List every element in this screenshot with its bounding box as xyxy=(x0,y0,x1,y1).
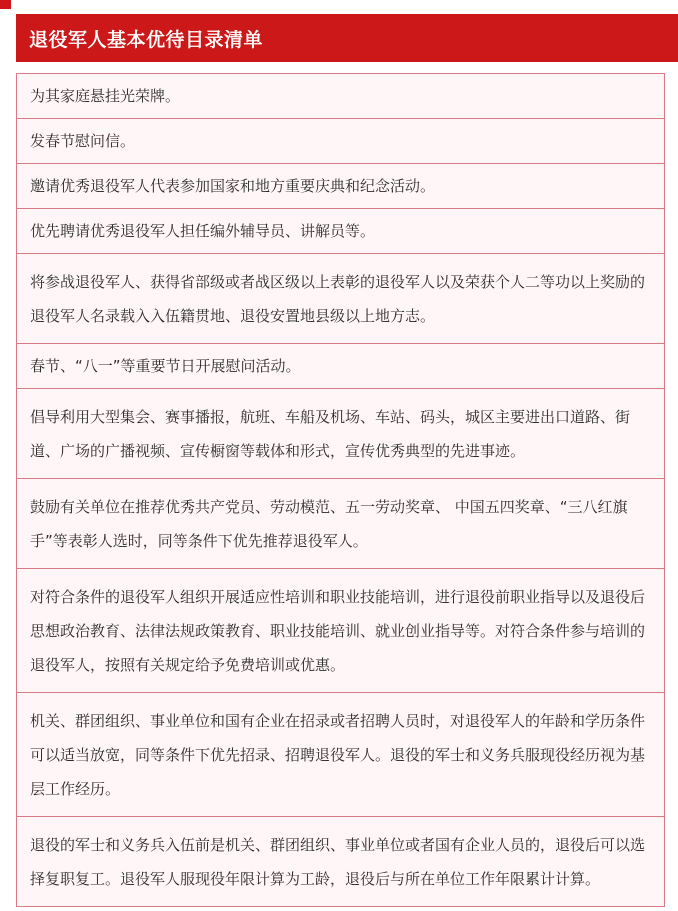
list-item: 机关、群团组织、事业单位和国有企业在招录或者招聘人员时，对退役军人的年龄和学历条件可以适当放宽，同等条件下优先招录、招聘退役军人。退役的军士和义务兵服现役经历视为基层工作经历。 xyxy=(17,693,664,817)
benefits-list xyxy=(16,73,665,907)
list-item: 优先聘请优秀退役军人担任编外辅导员、讲解员等。 xyxy=(17,209,664,254)
list-item: 为其家庭悬挂光荣牌。 xyxy=(17,74,664,119)
section-title: 退役军人基本优待目录清单 xyxy=(29,28,264,51)
corner-accent-mark xyxy=(0,0,11,9)
list-item: 退役的军士和义务兵入伍前是机关、群团组织、事业单位或者国有企业人员的，退役后可以选择复职复工。退役军人服现役年限计算为工龄，退役后与所在单位工作年限累计计算。 xyxy=(17,817,664,907)
section-header xyxy=(16,14,678,62)
list-item: 对符合条件的退役军人组织开展适应性培训和职业技能培训，进行退役前职业指导以及退役后思想政治教育、法律法规政策教育、职业技能培训、就业创业指导等。对符合条件参与培训的退役军人，按照有关规定给予免费培训或优惠。 xyxy=(17,569,664,693)
list-item: 将参战退役军人、获得省部级或者战区级以上表彰的退役军人以及荣获个人二等功以上奖励的退役军人名录载入入伍籍贯地、退役安置地县级以上地方志。 xyxy=(17,254,664,344)
list-item: 春节、“八一”等重要节日开展慰问活动。 xyxy=(17,344,664,389)
list-item: 邀请优秀退役军人代表参加国家和地方重要庆典和纪念活动。 xyxy=(17,164,664,209)
list-item: 鼓励有关单位在推荐优秀共产党员、劳动模范、五一劳动奖章、 中国五四奖章、“三八红旗手”等表彰人选时，同等条件下优先推荐退役军人。 xyxy=(17,479,664,569)
list-item: 倡导利用大型集会、赛事播报，航班、车船及机场、车站、码头，城区主要进出口道路、街道、广场的广播视频、宣传橱窗等载体和形式，宣传优秀典型的先进事迹。 xyxy=(17,389,664,479)
list-item: 发春节慰问信。 xyxy=(17,119,664,164)
